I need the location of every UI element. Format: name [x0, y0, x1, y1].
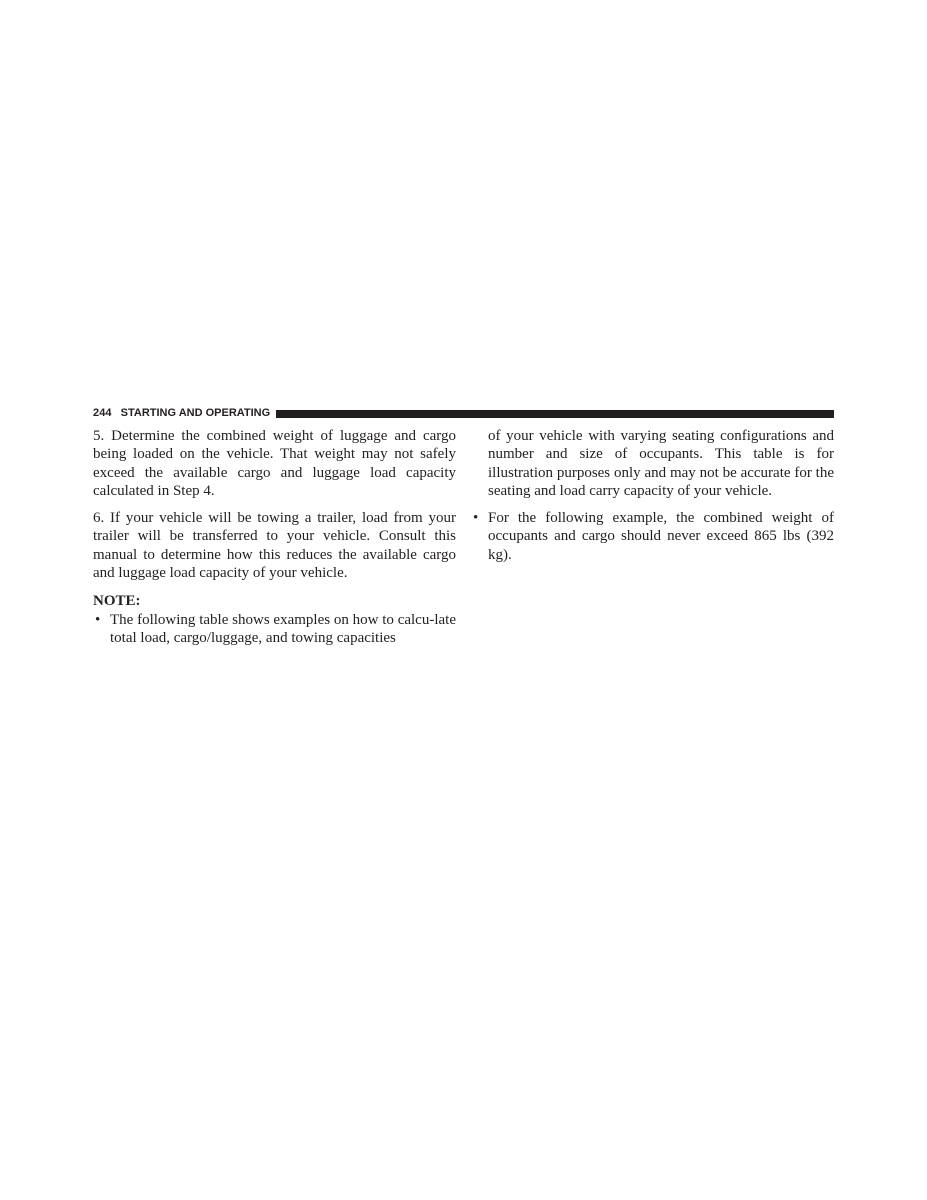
note-bullet-2 — [471, 509, 834, 564]
note-label: NOTE: — [93, 593, 141, 610]
note-bullet-1-text: The following table shows examples on how to calcu-late total load, cargo/luggage, and towing capacities — [110, 611, 456, 646]
step-5-paragraph: 5. Determine the combined weight of luggage and cargo being loaded on the vehicle. That weight may not safely exceed the available cargo and luggage load capacity calculated in Step 4. — [93, 428, 456, 499]
right-column — [471, 427, 834, 564]
left-column — [93, 427, 456, 647]
section-title: STARTING AND OPERATING — [120, 407, 271, 419]
note-bullet-2-text: For the following example, the combined weight of occupants and cargo should never exceed 865 lbs (392 kg). — [488, 510, 834, 563]
note-bullet-1 — [93, 611, 456, 648]
note-bullet-1-continued: of your vehicle with varying seating configurations and number and size of occupants. This table is for illustration purposes only and may not be accurate for the seating and load carry capacity of your vehicle. — [488, 428, 834, 499]
bullet-icon: • — [95, 611, 101, 628]
page-header — [93, 405, 834, 421]
step-6-paragraph: 6. If your vehicle will be towing a trailer, load from your trailer will be transferred to your vehicle. Consult this manual to determine how this reduces the available cargo and luggage load capacity of your vehicle. — [93, 510, 456, 582]
bullet-icon: • — [473, 510, 479, 527]
page-number: 244 — [93, 407, 112, 419]
header-rule — [276, 410, 834, 418]
